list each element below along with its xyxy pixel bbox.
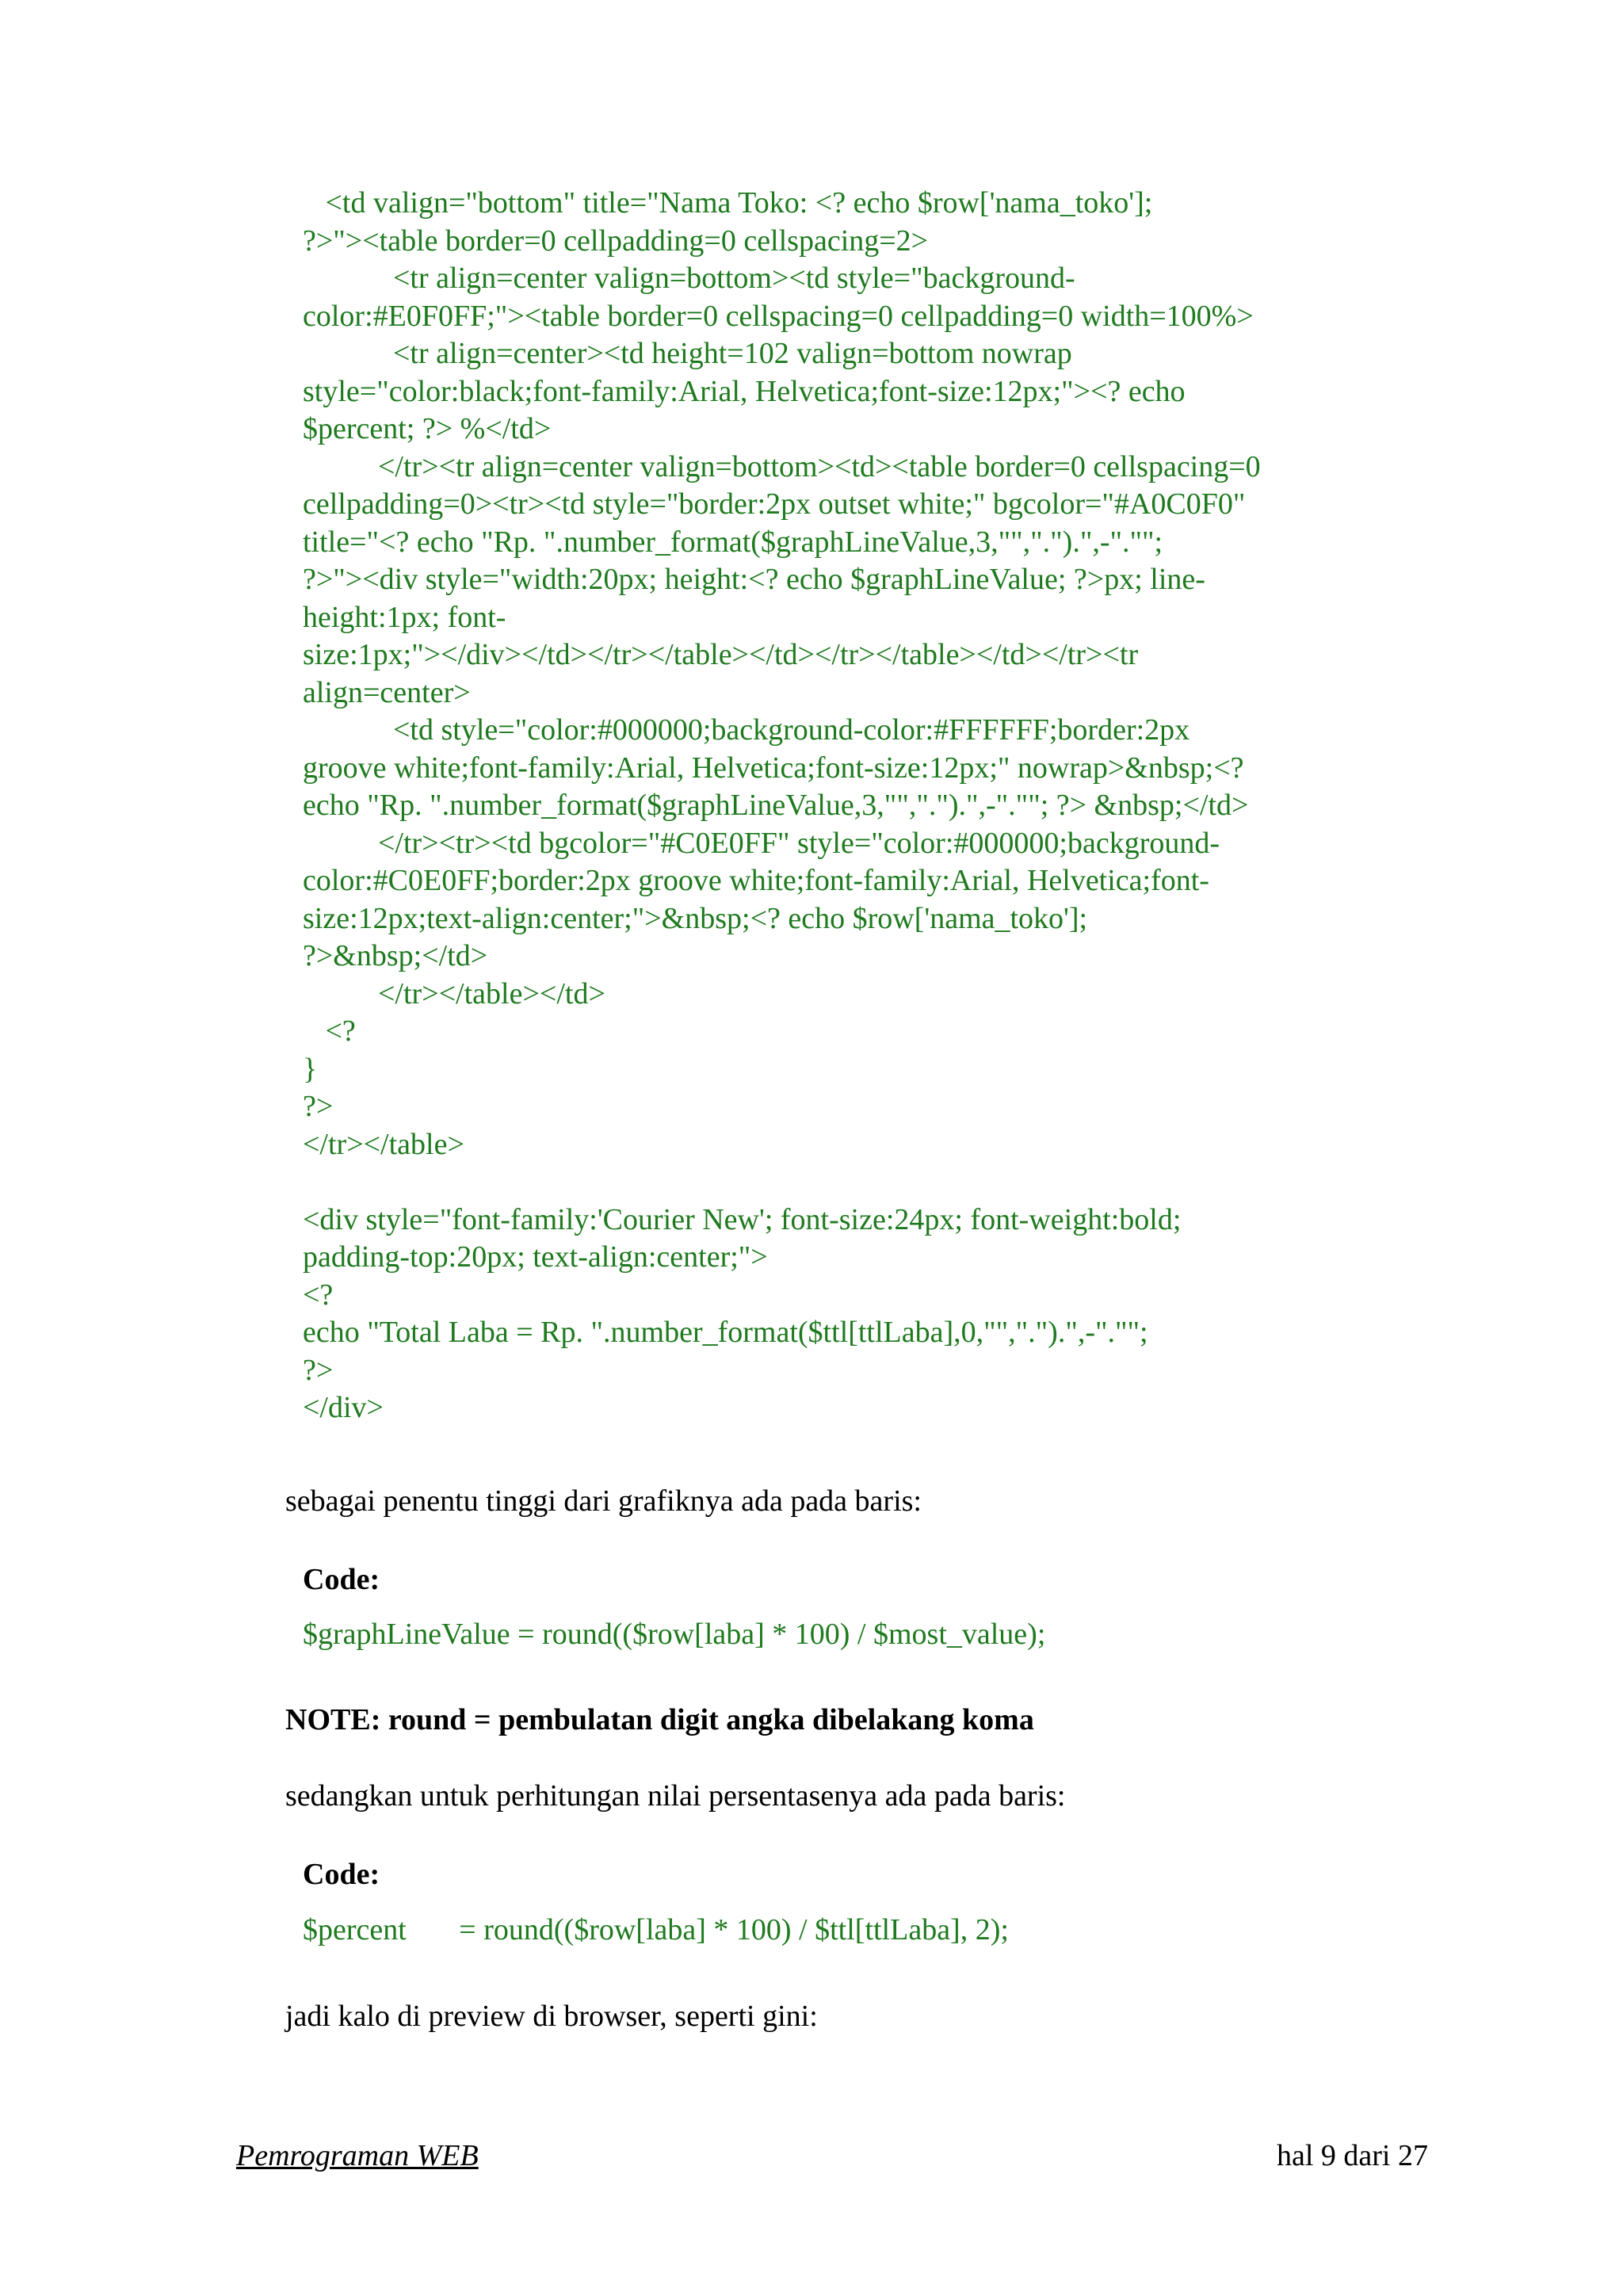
- footer-page-number: hal 9 dari 27: [1276, 2139, 1428, 2172]
- code-line: ?>: [303, 1353, 334, 1387]
- paragraph-graph-height: sebagai penentu tinggi dari grafiknya ada pada baris:: [285, 1484, 922, 1518]
- code-line: style="color:black;font-family:Arial, Helvetica;font-size:12px;"><? echo: [303, 374, 1186, 408]
- code-line: </tr></table>: [303, 1127, 464, 1161]
- code-line: ?>"><table border=0 cellpadding=0 cellspacing=2>: [303, 223, 929, 258]
- code-line: [303, 1163, 1428, 1201]
- code-line: title="<? echo "Rp. ".number_format($graphLineValue,3,"",".").",-"."";: [303, 525, 1163, 559]
- code-line: $percent; ?> %</td>: [303, 412, 552, 445]
- code-line: </tr></table></td>: [303, 976, 605, 1010]
- code-line: <tr align=center><td height=102 valign=bottom nowrap: [303, 337, 1072, 370]
- code-line: color:#E0F0FF;"><table border=0 cellspacing=0 cellpadding=0 width=100%>: [303, 299, 1254, 333]
- code-line: <?: [303, 1014, 356, 1048]
- code-line: <?: [303, 1278, 334, 1312]
- note-round: NOTE: round = pembulatan digit angka dibelakang koma: [285, 1703, 1034, 1736]
- code-line: cellpadding=0><tr><td style="border:2px outset white;" bgcolor="#A0C0F0": [303, 487, 1246, 521]
- code-line: size:1px;"></div></td></tr></table></td></tr></table></td></tr><tr: [303, 638, 1139, 671]
- code-line: </tr><tr><td bgcolor="#C0E0FF" style="color:#000000;background-: [303, 826, 1220, 860]
- code-line: ?>"><div style="width:20px; height:<? echo $graphLineValue; ?>px; line-: [303, 563, 1205, 596]
- code-line: <div style="font-family:'Courier New'; font-size:24px; font-weight:bold;: [303, 1202, 1182, 1236]
- code-line: color:#C0E0FF;border:2px groove white;font-family:Arial, Helvetica;font-: [303, 864, 1209, 897]
- code-line: groove white;font-family:Arial, Helvetica;font-size:12px;" nowrap>&nbsp;<?: [303, 751, 1244, 785]
- code-line: size:12px;text-align:center;">&nbsp;<? echo $row['nama_toko'];: [303, 901, 1088, 935]
- footer-title: Pemrograman WEB: [236, 2139, 479, 2172]
- code-line: ?>&nbsp;</td>: [303, 939, 488, 972]
- code-line: ?>: [303, 1090, 334, 1123]
- code-line: <td style="color:#000000;background-color:#FFFFFF;border:2px: [303, 713, 1190, 747]
- code-graph-line-value: $graphLineValue = round(($row[laba] * 100) / $most_value);: [303, 1618, 1046, 1651]
- code-line: echo "Rp. ".number_format($graphLineValue,3,"",".").",-".""; ?> &nbsp;</td>: [303, 789, 1249, 822]
- paragraph-percent: sedangkan untuk perhitungan nilai persentasenya ada pada baris:: [285, 1779, 1066, 1813]
- code-percent: $percent = round(($row[laba] * 100) / $ttl[ttlLaba], 2);: [303, 1913, 1009, 1946]
- code-line: align=center>: [303, 675, 471, 709]
- code-line: }: [303, 1052, 318, 1086]
- code-line: echo "Total Laba = Rp. ".number_format($ttl[ttlLaba],0,"",".").",-"."";: [303, 1316, 1148, 1349]
- code-line: padding-top:20px; text-align:center;">: [303, 1240, 768, 1274]
- code-line: height:1px; font-: [303, 600, 506, 634]
- code-line: </div>: [303, 1391, 384, 1424]
- code-line: <tr align=center valign=bottom><td style="background-: [303, 262, 1075, 295]
- code-listing: [303, 185, 1428, 1427]
- code-label: Code:: [303, 1563, 380, 1596]
- code-line: <td valign="bottom" title="Nama Toko: <? echo $row['nama_toko'];: [303, 186, 1153, 220]
- paragraph-preview: jadi kalo di preview di browser, seperti gini:: [285, 2000, 818, 2033]
- code-label: Code:: [303, 1858, 380, 1891]
- code-line: </tr><tr align=center valign=bottom><td><table border=0 cellspacing=0: [303, 449, 1261, 483]
